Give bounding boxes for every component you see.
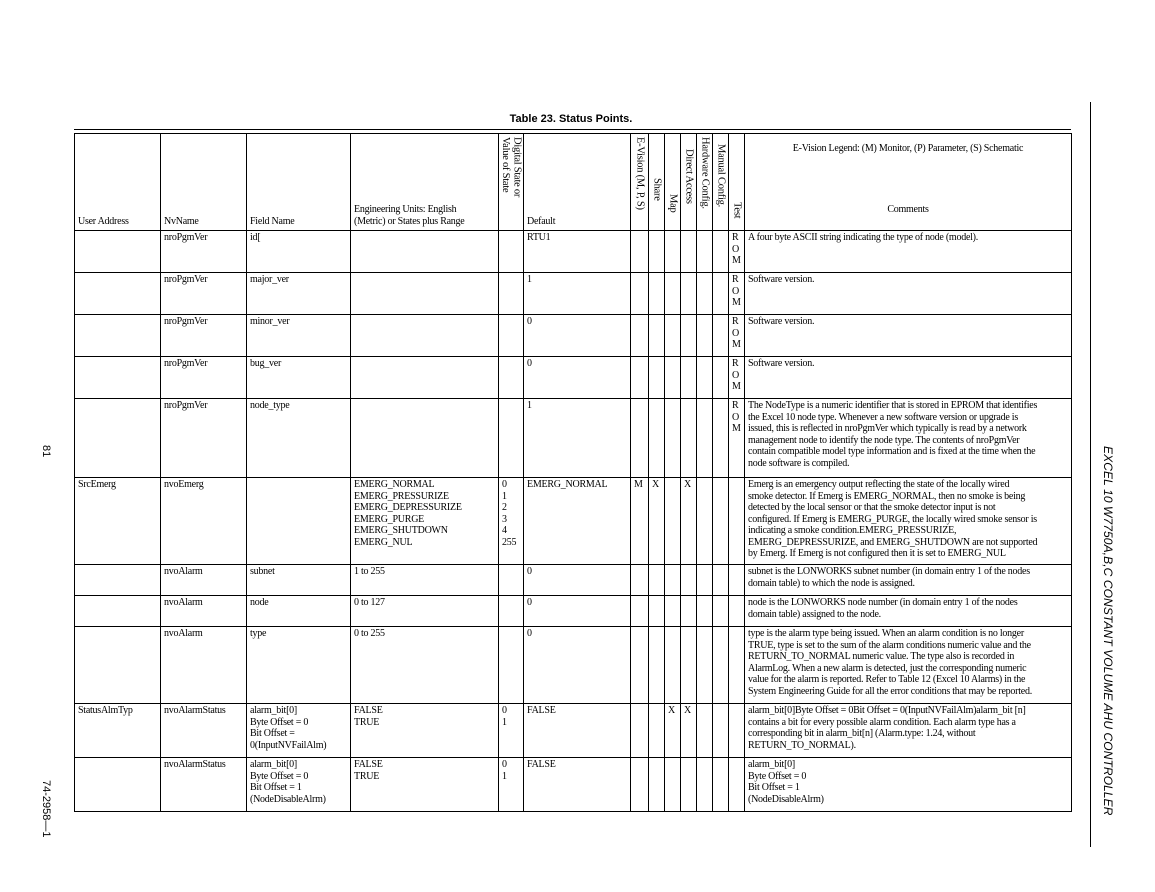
cell-digital [499,596,524,627]
cell-test [729,627,745,704]
cell-comments: alarm_bit[0] Byte Offset = 0 Bit Offset = 1 (NodeDisableAlrm) [745,758,1072,812]
cell-comments: type is the alarm type being issued. When an alarm condition is no longer TRUE, type is set to the sum of the alarm conditions numeric value and the RETURN_TO_NORMAL numeric value. The type also is recorded in AlarmLog. When a new alarm is detected, just the corresponding numeric value for the alarm is reported. Refer to Table 12 (Excel 10 Alarms) in the System Engineering Guide for all the error conditions that may be reported. [745,627,1072,704]
cell-direct [681,231,697,273]
table-title: Table 23. Status Points. [509,113,633,125]
cell-user-address [75,315,161,357]
cell-map [665,627,681,704]
cell-manual [713,231,729,273]
header-nvname: NvName [161,134,247,231]
evision-legend: E-Vision Legend: (M) Monitor, (P) Parameter, (S) Schematic [792,143,1024,154]
header-comments-label: Comments [887,204,929,215]
cell-evision: M [631,478,649,565]
cell-default: EMERG_NORMAL [524,478,631,565]
table-row [75,231,1072,273]
cell-direct [681,758,697,812]
cell-eng-units [351,231,499,273]
cell-manual [713,399,729,478]
cell-share [649,758,665,812]
table-row [75,315,1072,357]
cell-field-name: node [247,596,351,627]
cell-user-address [75,357,161,399]
cell-comments: A four byte ASCII string indicating the type of node (model). [745,231,1072,273]
cell-field-name: minor_ver [247,315,351,357]
cell-test [729,704,745,758]
cell-eng-units [351,273,499,315]
cell-share [649,565,665,596]
cell-manual [713,478,729,565]
cell-hw [697,273,713,315]
cell-eng-units [351,399,499,478]
cell-test: R O M [729,315,745,357]
header-row [75,134,1072,231]
cell-direct [681,565,697,596]
cell-nvname: nroPgmVer [161,357,247,399]
cell-eng-units [351,357,499,399]
cell-digital [499,357,524,399]
cell-direct [681,357,697,399]
cell-nvname: nvoAlarm [161,565,247,596]
cell-test [729,758,745,812]
header-share [649,134,665,231]
cell-user-address [75,596,161,627]
header-test [729,134,745,231]
cell-direct [681,596,697,627]
cell-default: 1 [524,399,631,478]
cell-comments: Software version. [745,357,1072,399]
cell-digital [499,565,524,596]
cell-share: X [649,478,665,565]
running-title: EXCEL 10 W7750A,B,C CONSTANT VOLUME AHU CONTROLLER [1101,446,1115,816]
cell-field-name: bug_ver [247,357,351,399]
cell-map [665,596,681,627]
table-row [75,704,1072,758]
cell-eng-units: 0 to 255 [351,627,499,704]
header-user-address: User Address [75,134,161,231]
cell-evision [631,704,649,758]
cell-digital: 0 1 2 3 4 255 [499,478,524,565]
cell-direct [681,273,697,315]
cell-nvname: nvoAlarmStatus [161,758,247,812]
cell-map [665,357,681,399]
cell-direct [681,315,697,357]
cell-hw [697,478,713,565]
cell-comments: Software version. [745,315,1072,357]
header-manual-config-label: Manual Config. [715,144,727,207]
table-row [75,758,1072,812]
cell-digital [499,399,524,478]
cell-share [649,596,665,627]
header-direct-access-label: Direct Access [683,149,695,204]
document-number: 74-2958—1 [40,780,52,838]
header-evision [631,134,649,231]
cell-eng-units: FALSE TRUE [351,758,499,812]
cell-evision [631,627,649,704]
header-evision-label: E-Vision (M, P, S) [634,137,646,210]
cell-map [665,273,681,315]
cell-map [665,758,681,812]
cell-test: R O M [729,273,745,315]
cell-hw [697,231,713,273]
cell-test [729,478,745,565]
cell-digital [499,273,524,315]
cell-manual [713,704,729,758]
cell-comments: subnet is the LONWORKS subnet number (in domain entry 1 of the nodes domain table) to which the node is assigned. [745,565,1072,596]
cell-hw [697,315,713,357]
table-row [75,478,1072,565]
cell-default: 0 [524,357,631,399]
table-row [75,357,1072,399]
header-default: Default [524,134,631,231]
cell-field-name: subnet [247,565,351,596]
cell-user-address [75,565,161,596]
header-digital-state-label: Digital State or Value of State [500,137,523,198]
cell-share [649,627,665,704]
margin-rule [1090,102,1091,847]
table-row [75,273,1072,315]
cell-direct: X [681,478,697,565]
header-map-label: Map [667,194,679,213]
cell-field-name: alarm_bit[0] Byte Offset = 0 Bit Offset = 0(InputNVFailAlm) [247,704,351,758]
cell-manual [713,273,729,315]
cell-evision [631,565,649,596]
table-row [75,596,1072,627]
header-share-label: Share [651,178,663,201]
cell-direct [681,627,697,704]
cell-eng-units: EMERG_NORMAL EMERG_PRESSURIZE EMERG_DEPRESSURIZE EMERG_PURGE EMERG_SHUTDOWN EMERG_NUL [351,478,499,565]
cell-default: 0 [524,627,631,704]
cell-user-address [75,231,161,273]
cell-test: R O M [729,399,745,478]
cell-map [665,399,681,478]
cell-eng-units [351,315,499,357]
cell-test: R O M [729,357,745,399]
cell-comments: Software version. [745,273,1072,315]
cell-direct [681,399,697,478]
cell-default: 0 [524,565,631,596]
table-row [75,627,1072,704]
header-hardware-config-label: Hardware Config. [699,137,711,209]
table-row [75,399,1072,478]
cell-comments: The NodeType is a numeric identifier that is stored in EPROM that identifies the Excel 10 node type. Whenever a new software version or upgrade is issued, this is reflected in nroPgmVer which typically is read by a network management node to identify the node type. The contents of nroPgmVer contain compatible model type information and is fixed at the time when the node software is compiled. [745,399,1072,478]
header-engineering-units: Engineering Units: English (Metric) or States plus Range [351,134,499,231]
cell-manual [713,315,729,357]
cell-digital: 0 1 [499,704,524,758]
cell-field-name [247,478,351,565]
cell-nvname: nvoAlarmStatus [161,704,247,758]
cell-eng-units: FALSE TRUE [351,704,499,758]
cell-share [649,273,665,315]
cell-map [665,315,681,357]
cell-manual [713,596,729,627]
cell-manual [713,758,729,812]
cell-evision [631,231,649,273]
cell-digital [499,315,524,357]
cell-nvname: nroPgmVer [161,315,247,357]
header-manual-config [713,134,729,231]
cell-evision [631,273,649,315]
cell-share [649,231,665,273]
cell-default: 0 [524,596,631,627]
cell-share [649,315,665,357]
cell-eng-units: 0 to 127 [351,596,499,627]
header-digital-state [499,134,524,231]
cell-user-address: SrcEmerg [75,478,161,565]
cell-test [729,596,745,627]
cell-evision [631,357,649,399]
cell-hw [697,704,713,758]
cell-test: R O M [729,231,745,273]
cell-default: FALSE [524,758,631,812]
cell-evision [631,758,649,812]
cell-manual [713,565,729,596]
cell-field-name: major_ver [247,273,351,315]
header-comments [745,134,1072,231]
table-row [75,565,1072,596]
header-hardware-config [697,134,713,231]
cell-hw [697,627,713,704]
header-field-name: Field Name [247,134,351,231]
cell-field-name: id[ [247,231,351,273]
cell-evision [631,596,649,627]
status-points-table [74,133,1072,812]
cell-default: FALSE [524,704,631,758]
cell-nvname: nroPgmVer [161,231,247,273]
cell-default: 0 [524,315,631,357]
cell-digital [499,231,524,273]
cell-field-name: type [247,627,351,704]
header-direct-access [681,134,697,231]
cell-map [665,478,681,565]
cell-hw [697,357,713,399]
cell-nvname: nroPgmVer [161,399,247,478]
header-test-label: Test [731,202,743,219]
cell-user-address [75,758,161,812]
cell-map: X [665,704,681,758]
cell-nvname: nvoAlarm [161,627,247,704]
cell-hw [697,596,713,627]
cell-user-address [75,399,161,478]
cell-eng-units: 1 to 255 [351,565,499,596]
cell-nvname: nvoEmerg [161,478,247,565]
page-number: 81 [40,445,52,458]
cell-hw [697,758,713,812]
cell-hw [697,399,713,478]
cell-test [729,565,745,596]
table-top-rule [74,129,1071,130]
header-map [665,134,681,231]
cell-digital [499,627,524,704]
cell-digital: 0 1 [499,758,524,812]
cell-share [649,357,665,399]
cell-user-address [75,273,161,315]
cell-comments: Emerg is an emergency output reflecting the state of the locally wired smoke detector. If Emerg is EMERG_NORMAL, then no smoke is being detected by the local sensor or that the smoke detector input is not configured. If Emerg is EMERG_PURGE, the locally wired smoke sensor is indicating a smoke condition.EMERG_PRESSURIZE, EMERG_DEPRESSURIZE, and EMERG_SHUTDOWN are not supported by Emerg. If Emerg is not configured then it is set to EMERG_NUL [745,478,1072,565]
cell-evision [631,399,649,478]
cell-nvname: nvoAlarm [161,596,247,627]
cell-nvname: nroPgmVer [161,273,247,315]
cell-field-name: alarm_bit[0] Byte Offset = 0 Bit Offset = 1 (NodeDisableAlrm) [247,758,351,812]
cell-comments: alarm_bit[0]Byte Offset = 0Bit Offset = 0(InputNVFailAlm)alarm_bit [n] contains a bit for every possible alarm condition. Each alarm type has a corresponding bit in alarm_bit[n] (Alarm.type: 1.24, without RETURN_TO_NORMAL). [745,704,1072,758]
cell-share [649,704,665,758]
cell-field-name: node_type [247,399,351,478]
cell-manual [713,357,729,399]
cell-hw [697,565,713,596]
cell-user-address: StatusAlmTyp [75,704,161,758]
cell-user-address [75,627,161,704]
cell-direct: X [681,704,697,758]
cell-default: 1 [524,273,631,315]
cell-manual [713,627,729,704]
cell-map [665,231,681,273]
cell-map [665,565,681,596]
cell-default: RTU1 [524,231,631,273]
cell-evision [631,315,649,357]
cell-comments: node is the LONWORKS node number (in domain entry 1 of the nodes domain table) assigned to the node. [745,596,1072,627]
cell-share [649,399,665,478]
